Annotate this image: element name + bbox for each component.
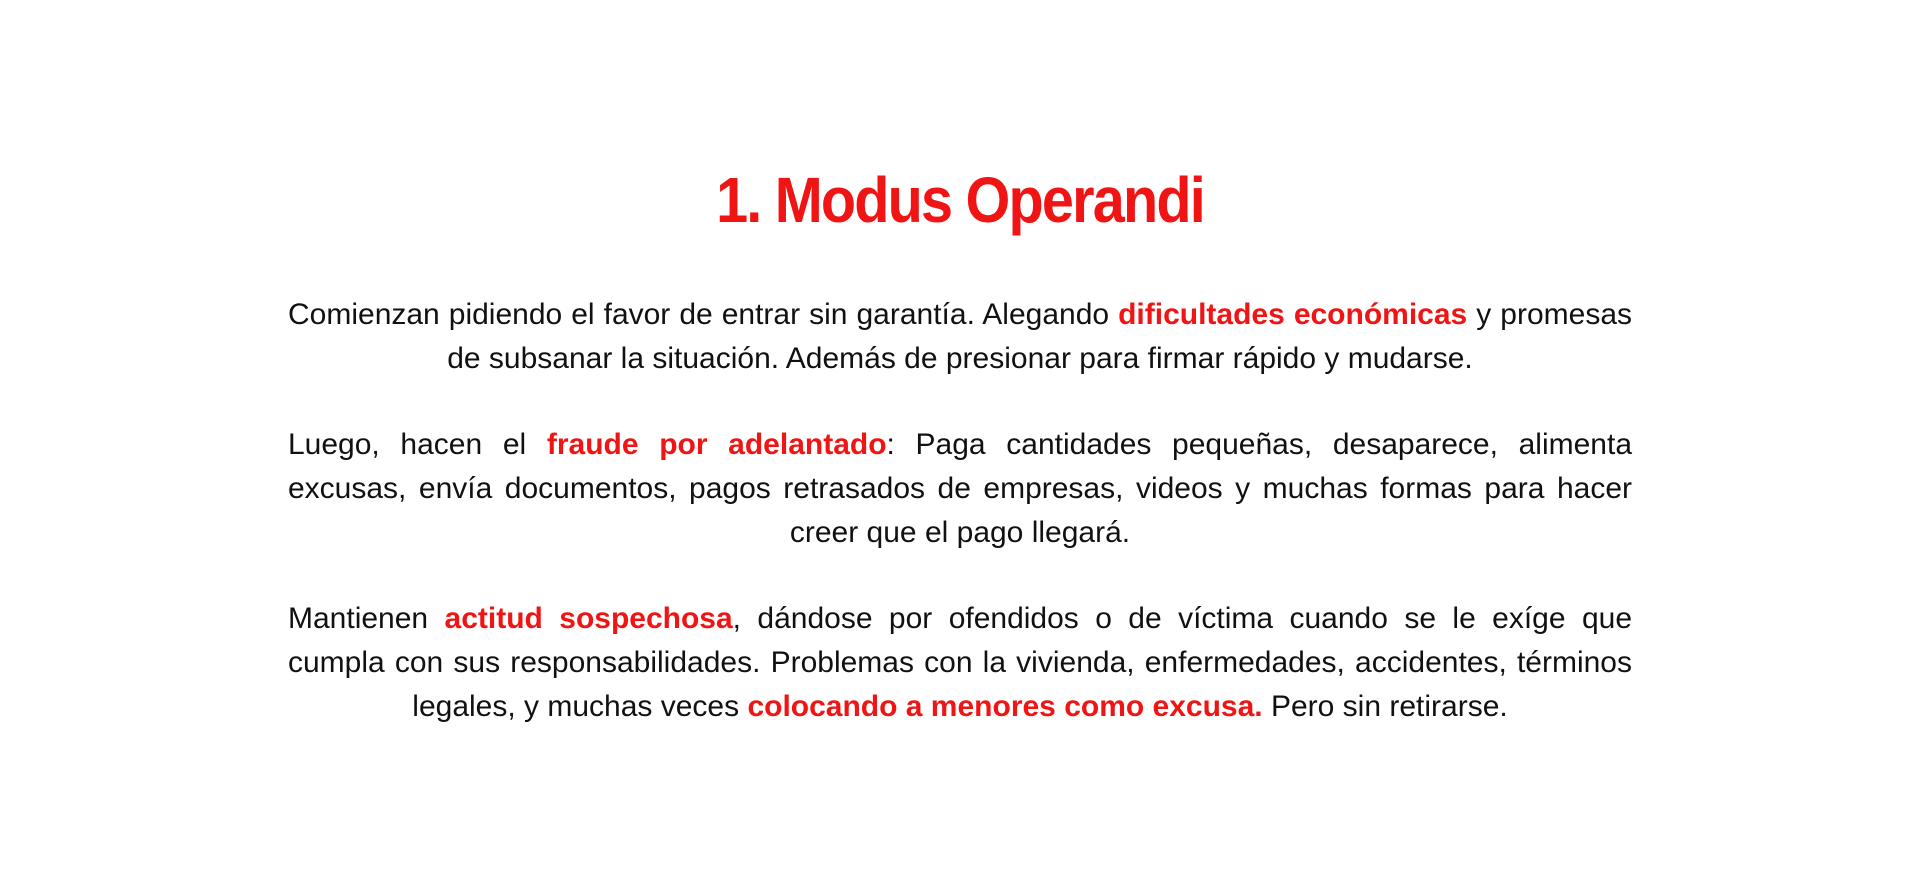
slide-title: 1. Modus Operandi (716, 164, 1204, 236)
paragraph-1-highlight: dificultades económicas (1118, 298, 1468, 331)
paragraph-3-highlight-2: colocando a menores como excusa. (747, 690, 1263, 723)
paragraph-2 (288, 423, 1632, 555)
paragraph-3-text-a: Mantienen (288, 602, 445, 635)
paragraph-1-text-b: y promesas de subsanar la situación. Además de presionar para firmar rápido y mudarse. (447, 298, 1633, 375)
paragraph-3 (288, 597, 1632, 729)
paragraph-2-text-a: Luego, hacen el (288, 428, 547, 461)
paragraph-3-text-b: , dándose por ofendidos o de víctima cuando se le exíge que cumpla con sus responsabilidades. Problemas con la vivienda, enfermedades, accidentes, términos legales, y muchas veces (288, 602, 1633, 723)
paragraph-2-text-b: : Paga cantidades pequeñas, desaparece, alimenta excusas, envía documentos, pagos retrasados de empresas, videos y muchas formas para hacer creer que el pago llegará. (288, 428, 1632, 549)
paragraph-3-highlight-1: actitud sospechosa (444, 602, 733, 635)
paragraph-3-text-c: Pero sin retirarse. (1262, 690, 1508, 723)
paragraph-1 (288, 293, 1632, 381)
paragraph-2-highlight: fraude por adelantado (546, 428, 887, 461)
paragraph-1-text-a: Comienzan pidiendo el favor de entrar sin garantía. Alegando (288, 298, 1119, 331)
